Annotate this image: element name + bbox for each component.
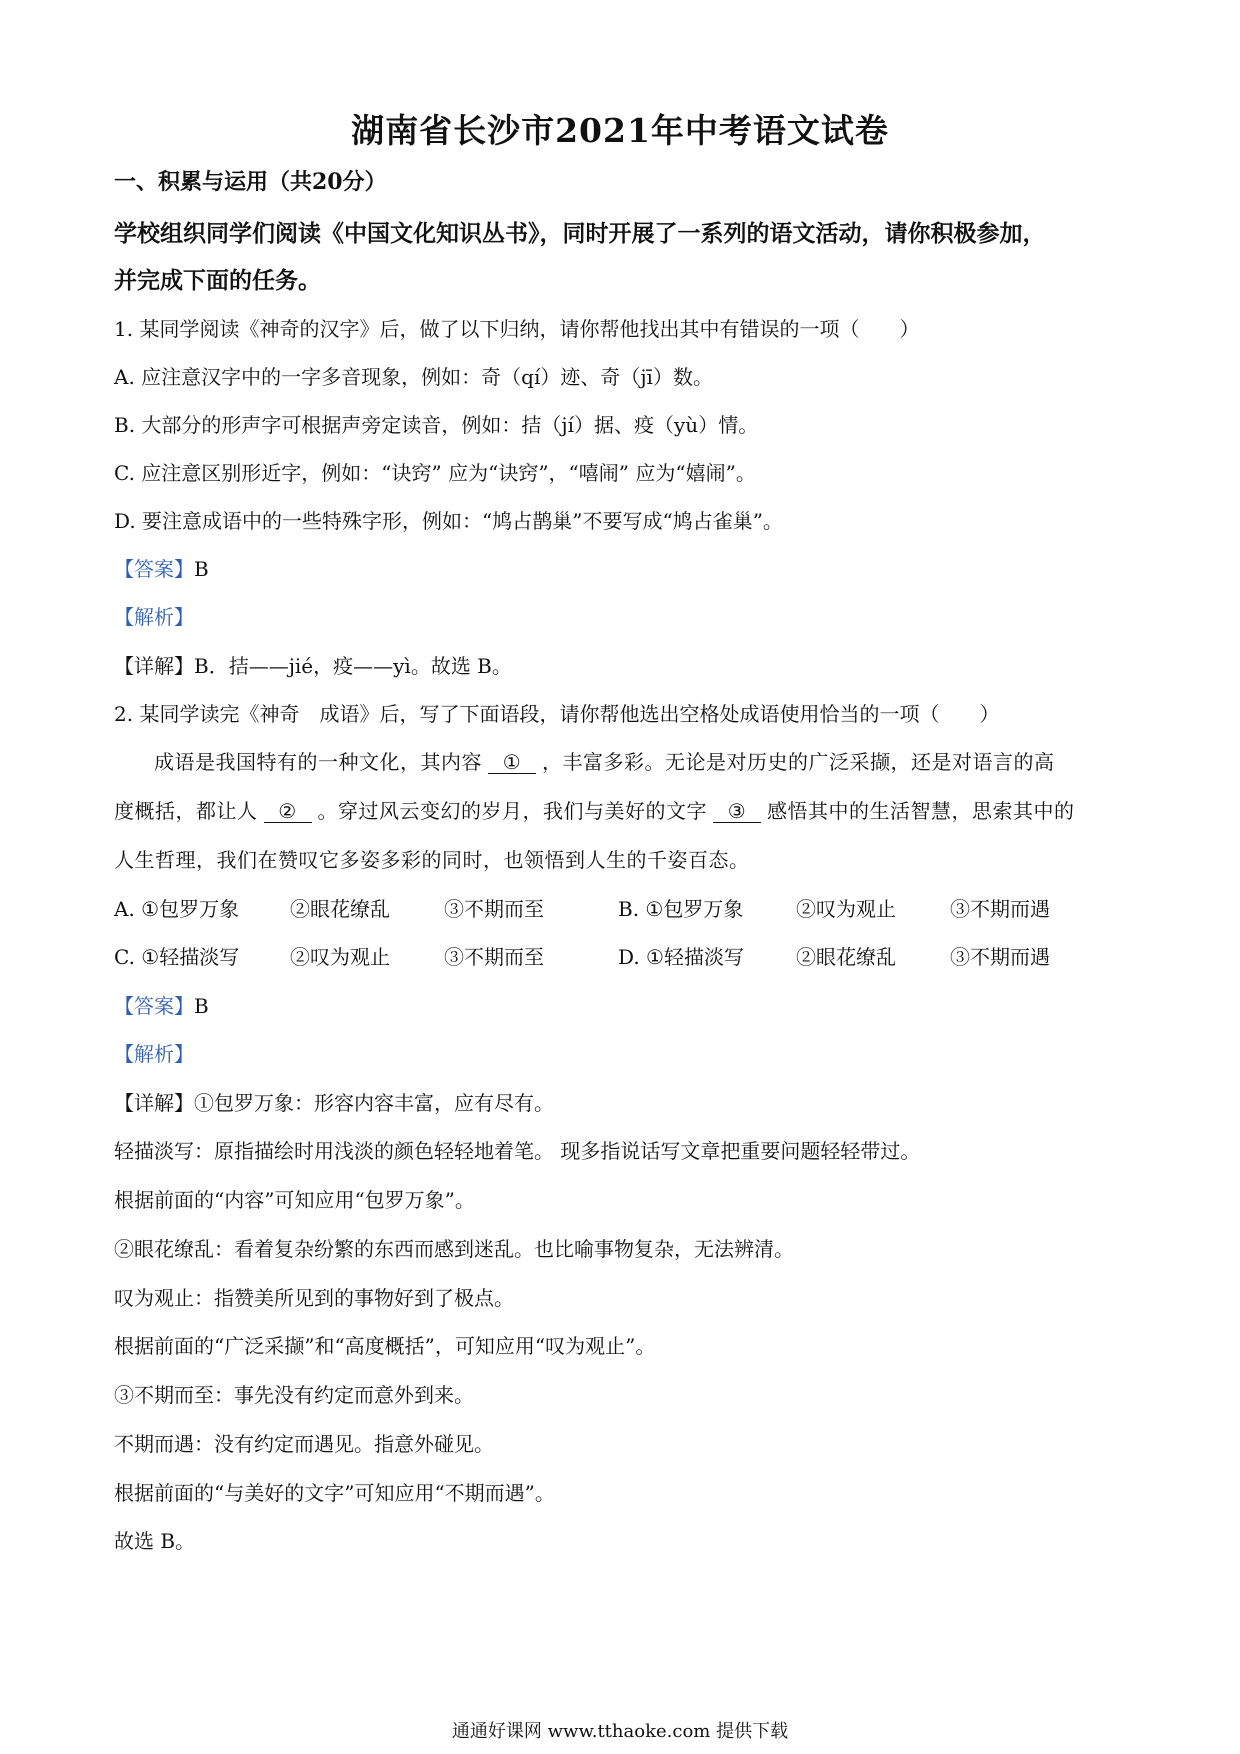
q1-stem: 1. 某同学阅读《神奇的汉字》后，做了以下归纳，请你帮他找出其中有错误的一项（ ） — [114, 317, 920, 341]
q2-stem: 2. 某同学读完《神奇 成语》后，写了下面语段，请你帮他选出空格处成语使用恰当的一项（ ） — [114, 702, 1000, 726]
q2-detail-line-7: ③不期而至：事先没有约定而意外到来。 — [114, 1383, 474, 1407]
passage-text: 度概括，都让人 — [114, 799, 258, 823]
option-c-3: ③不期而至 — [444, 945, 544, 969]
q1-option-c: C. 应注意区别形近字，例如：“诀窍” 应为“诀窍”，“嘻闹” 应为“嬉闹”。 — [114, 461, 756, 485]
detail-text: B．拮——jié，疫——yì。故选 B。 — [194, 654, 512, 678]
q1-answer — [114, 555, 1144, 583]
answer-tag: 【答案】 — [114, 557, 194, 581]
blank-3: ③ — [713, 800, 761, 823]
q1-analysis-tag: 【解析】 — [114, 605, 194, 629]
passage-text: ，丰富多彩。无论是对历史的广泛采撷，还是对语言的高 — [542, 750, 1055, 774]
q2-detail-line-3: 根据前面的“内容”可知应用“包罗万象”。 — [114, 1188, 475, 1212]
answer-tag: 【答案】 — [114, 994, 194, 1018]
option-a-3: ③不期而至 — [444, 897, 544, 921]
passage-text: 感悟其中的生活智慧，思索其中的 — [767, 799, 1075, 823]
passage-text: 。穿过风云变幻的岁月，我们与美好的文字 — [317, 799, 707, 823]
q1-detail — [114, 652, 1144, 680]
detail-text: ①包罗万象：形容内容丰富，应有尽有。 — [194, 1091, 554, 1115]
section-heading: 一、积累与运用（共20分） — [114, 169, 387, 195]
option-b-3: ③不期而遇 — [950, 897, 1050, 921]
option-d-2: ②眼花缭乱 — [796, 945, 896, 969]
footer-credit: 通通好课网 www.tthaoke.com 提供下载 — [451, 1721, 789, 1742]
q2-options-row-2 — [114, 943, 1144, 971]
q2-detail-line-5: 叹为观止：指赞美所见到的事物好到了极点。 — [114, 1286, 514, 1310]
q1-option-a: A. 应注意汉字中的一字多音现象，例如：奇（qí）迹、奇（jī）数。 — [114, 365, 713, 389]
option-a: A. ①包罗万象 — [114, 897, 240, 921]
q2-detail-line-6: 根据前面的“广泛采撷”和“高度概括”，可知应用“叹为观止”。 — [114, 1334, 656, 1358]
detail-tag: 【详解】 — [114, 654, 194, 678]
option-a-2: ②眼花缭乱 — [290, 897, 390, 921]
intro-line-2: 并完成下面的任务。 — [114, 267, 321, 294]
passage-text: 成语是我国特有的一种文化，其内容 — [154, 750, 482, 774]
intro-line-1: 学校组织同学们阅读《中国文化知识丛书》，同时开展了一系列的语文活动，请你积极参加， — [114, 220, 1046, 247]
q2-detail-line-2: 轻描淡写：原指描绘时用浅淡的颜色轻轻地着笔。 现多指说话写文章把重要问题轻轻带过。 — [114, 1139, 921, 1163]
blank-2: ② — [264, 800, 312, 823]
option-b: B. ①包罗万象 — [618, 897, 744, 921]
q2-detail-line-1 — [114, 1089, 1144, 1117]
option-b-2: ②叹为观止 — [796, 897, 896, 921]
q2-passage-line-1 — [154, 748, 1144, 776]
option-d: D. ①轻描淡写 — [618, 945, 744, 969]
q2-detail-line-9: 根据前面的“与美好的文字”可知应用“不期而遇”。 — [114, 1481, 555, 1505]
q2-passage-line-2 — [114, 797, 1144, 825]
q1-option-b: B. 大部分的形声字可根据声旁定读音，例如：拮（jí）据、疫（yù）情。 — [114, 413, 759, 437]
q2-detail-line-8: 不期而遇：没有约定而遇见。指意外碰见。 — [114, 1432, 494, 1456]
q2-analysis-tag: 【解析】 — [114, 1042, 194, 1066]
q2-detail-line-4: ②眼花缭乱：看着复杂纷繁的东西而感到迷乱。也比喻事物复杂，无法辨清。 — [114, 1237, 794, 1261]
option-c-2: ②叹为观止 — [290, 945, 390, 969]
blank-1: ① — [488, 751, 536, 774]
q1-option-d: D. 要注意成语中的一些特殊字形，例如：“鸠占鹊巢”不要写成“鸠占雀巢”。 — [114, 509, 783, 533]
option-d-3: ③不期而遇 — [950, 945, 1050, 969]
q2-options-row-1 — [114, 895, 1144, 923]
answer-value: B — [194, 994, 209, 1018]
page-title: 湖南省长沙市2021年中考语文试卷 — [351, 111, 889, 150]
q2-detail-line-10: 故选 B。 — [114, 1529, 196, 1553]
answer-value: B — [194, 557, 209, 581]
option-c: C. ①轻描淡写 — [114, 945, 240, 969]
q2-answer — [114, 992, 1144, 1020]
q2-passage-line-3: 人生哲理，我们在赞叹它多姿多彩的同时，也领悟到人生的千姿百态。 — [114, 848, 750, 872]
detail-tag: 【详解】 — [114, 1091, 194, 1115]
